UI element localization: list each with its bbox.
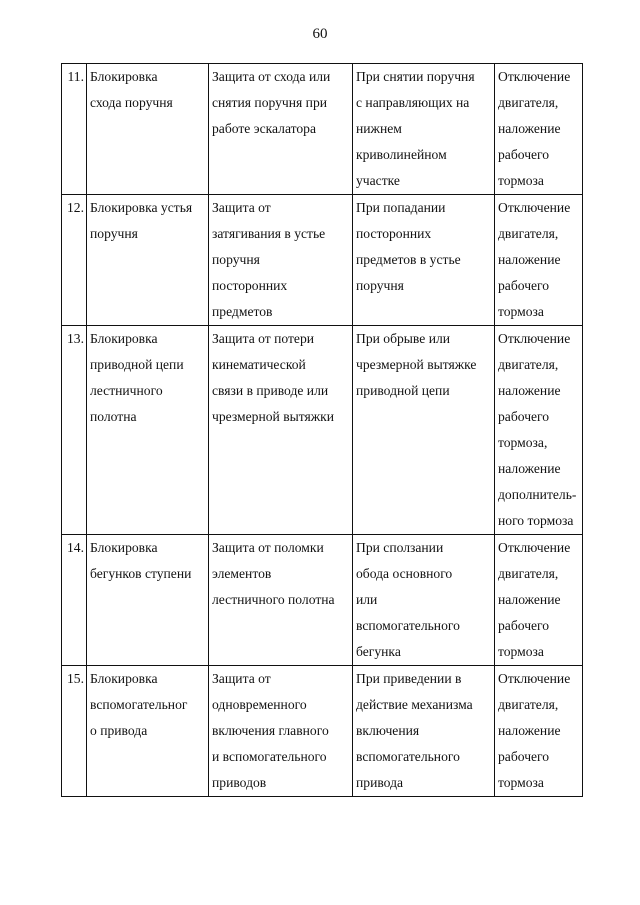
cell-text-line: поручня [90, 226, 138, 241]
cell-text-line: Блокировка [90, 331, 158, 346]
cell-text-line: Блокировка устья [90, 200, 193, 215]
cell-text-line: ного тормоза [498, 513, 574, 528]
row-number-cell: 13. [62, 326, 87, 535]
cell-text-line: Защита от [212, 200, 271, 215]
action-cell [495, 666, 583, 797]
cell-text-line: Отключение [498, 671, 571, 686]
cell-text-line: наложение [498, 461, 561, 476]
row-number-cell: 11. [62, 64, 87, 195]
table-body [62, 64, 583, 797]
cell-text-line: рабочего [498, 147, 550, 162]
cell-text-line: дополнитель- [498, 487, 577, 502]
cell-text-line: Блокировка [90, 540, 158, 555]
trigger-cell [353, 535, 495, 666]
cell-text-line: Блокировка [90, 69, 158, 84]
cell-text-line: лестничного полотна [212, 592, 335, 607]
cell-text-line: кинематической [212, 357, 306, 372]
row-number-cell: 12. [62, 195, 87, 326]
cell-text-line: При попадании [356, 200, 446, 215]
cell-text-line: включения [356, 723, 420, 738]
purpose-cell [209, 535, 353, 666]
cell-text-line: с направляющих на [356, 95, 470, 110]
cell-text-line: рабочего [498, 278, 550, 293]
device-cell [87, 535, 209, 666]
cell-text-line: двигателя, [498, 95, 559, 110]
purpose-cell [209, 64, 353, 195]
table-row [62, 195, 583, 326]
cell-text-line: наложение [498, 121, 561, 136]
cell-text-line: двигателя, [498, 697, 559, 712]
cell-text-line: При сползании [356, 540, 444, 555]
device-cell [87, 64, 209, 195]
cell-text-line: участке [356, 173, 400, 188]
cell-text-line: двигателя, [498, 566, 559, 581]
cell-text-line: обода основного [356, 566, 453, 581]
cell-text-line: тормоза [498, 775, 544, 790]
cell-text-line: элементов [212, 566, 272, 581]
cell-text-line: действие механизма [356, 697, 473, 712]
cell-text-line: приводной цепи [356, 383, 450, 398]
cell-text-line: предметов [212, 304, 273, 319]
cell-text-line: Защита от поломки [212, 540, 324, 555]
cell-text-line: приводной цепи [90, 357, 184, 372]
cell-text-line: Отключение [498, 540, 571, 555]
cell-text-line: или [356, 592, 378, 607]
cell-text-line: связи в приводе или [212, 383, 329, 398]
device-cell [87, 195, 209, 326]
cell-text-line: включения главного [212, 723, 329, 738]
cell-text-line: При приведении в [356, 671, 462, 686]
cell-text-line: посторонних [212, 278, 288, 293]
cell-text-line: Отключение [498, 69, 571, 84]
purpose-cell [209, 326, 353, 535]
cell-text-line: При обрыве или [356, 331, 451, 346]
purpose-cell [209, 195, 353, 326]
trigger-cell [353, 195, 495, 326]
cell-text-line: вспомогательного [356, 618, 460, 633]
cell-text-line: бегунка [356, 644, 401, 659]
cell-text-line: наложение [498, 252, 561, 267]
cell-text-line: рабочего [498, 618, 550, 633]
cell-text-line: криволинейном [356, 147, 447, 162]
cell-text-line: полотна [90, 409, 137, 424]
cell-text-line: Отключение [498, 331, 571, 346]
cell-text-line: Блокировка [90, 671, 158, 686]
trigger-cell [353, 666, 495, 797]
cell-text-line: привода [356, 775, 404, 790]
cell-text-line: вспомогательног [90, 697, 188, 712]
cell-text-line: снятия поручня при [212, 95, 328, 110]
table-row [62, 666, 583, 797]
action-cell [495, 64, 583, 195]
cell-text-line: наложение [498, 723, 561, 738]
cell-text-line: чрезмерной вытяжки [212, 409, 335, 424]
cell-text-line: тормоза [498, 173, 544, 188]
device-cell [87, 326, 209, 535]
cell-text-line: Защита от [212, 671, 271, 686]
cell-text-line: тормоза [498, 644, 544, 659]
cell-text-line: одновременного [212, 697, 307, 712]
cell-text-line: бегунков ступени [90, 566, 192, 581]
interlock-table [61, 63, 583, 797]
cell-text-line: Отключение [498, 200, 571, 215]
page-number: 60 [312, 26, 328, 42]
cell-text-line: Защита от схода или [212, 69, 331, 84]
action-cell [495, 326, 583, 535]
action-cell [495, 535, 583, 666]
cell-text-line: о привода [90, 723, 148, 738]
cell-text-line: схода поручня [90, 95, 173, 110]
table-row [62, 64, 583, 195]
device-cell [87, 666, 209, 797]
cell-text-line: предметов в устье [356, 252, 461, 267]
cell-text-line: При снятии поручня [356, 69, 475, 84]
trigger-cell [353, 326, 495, 535]
cell-text-line: Защита от потери [212, 331, 315, 346]
cell-text-line: чрезмерной вытяжке [356, 357, 477, 372]
purpose-cell [209, 666, 353, 797]
cell-text-line: лестничного [90, 383, 163, 398]
cell-text-line: рабочего [498, 409, 550, 424]
row-number-cell: 15. [62, 666, 87, 797]
cell-text-line: двигателя, [498, 226, 559, 241]
cell-text-line: наложение [498, 592, 561, 607]
cell-text-line: работе эскалатора [212, 121, 317, 136]
cell-text-line: и вспомогательного [212, 749, 327, 764]
cell-text-line: двигателя, [498, 357, 559, 372]
cell-text-line: затягивания в устье [212, 226, 326, 241]
action-cell [495, 195, 583, 326]
cell-text-line: рабочего [498, 749, 550, 764]
table-row [62, 326, 583, 535]
cell-text-line: поручня [356, 278, 404, 293]
cell-text-line: посторонних [356, 226, 432, 241]
trigger-cell [353, 64, 495, 195]
cell-text-line: тормоза, [498, 435, 548, 450]
cell-text-line: наложение [498, 383, 561, 398]
table-row [62, 535, 583, 666]
row-number-cell: 14. [62, 535, 87, 666]
cell-text-line: приводов [212, 775, 267, 790]
cell-text-line: поручня [212, 252, 260, 267]
cell-text-line: нижнем [356, 121, 402, 136]
cell-text-line: вспомогательного [356, 749, 460, 764]
cell-text-line: тормоза [498, 304, 544, 319]
